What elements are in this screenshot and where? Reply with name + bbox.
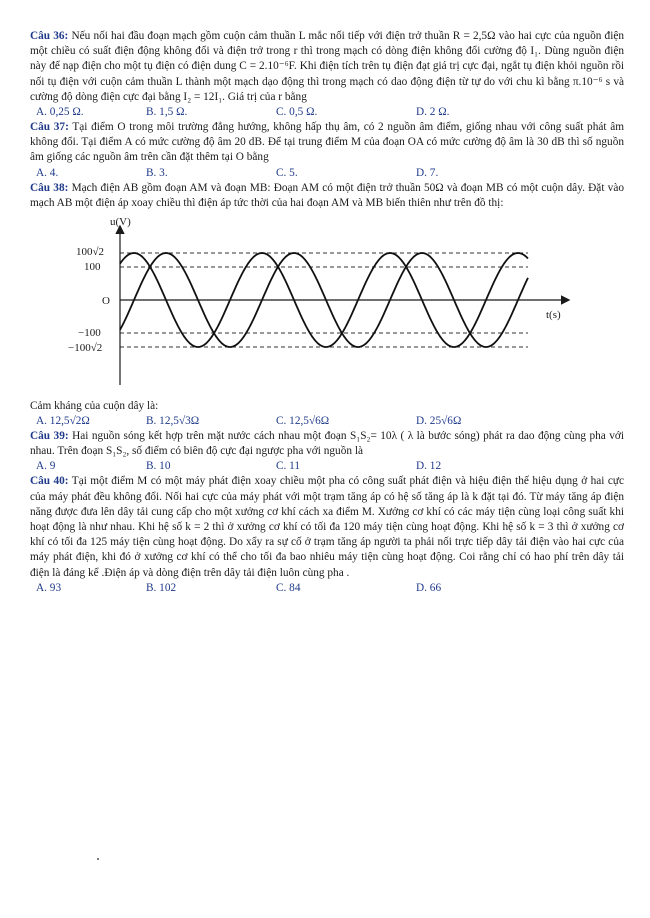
tick-label-100: 100: [84, 261, 101, 274]
tick-label-100sqrt2: 100√2: [76, 246, 105, 259]
option-a: A. 9: [36, 460, 56, 473]
stray-dot: [97, 858, 99, 860]
question-36: [30, 29, 624, 105]
x-axis-label: t(s): [546, 309, 561, 322]
tick-label-minus100: −100: [78, 327, 101, 340]
option-c: C. 5.: [276, 166, 298, 179]
option-a: A. 93: [36, 581, 62, 594]
question-39: [30, 429, 624, 459]
question-number: Câu 39:: [30, 430, 69, 443]
voltage-graph-svg: [58, 215, 578, 395]
option-d: D. 2 Ω.: [416, 106, 450, 119]
question-number: Câu 37:: [30, 121, 69, 134]
question-number: Câu 36:: [30, 30, 69, 42]
question-text: Hai nguồn sóng kết hợp trên mặt nước cách nhau một đoạn S₁S₂= 10λ ( λ là bước sóng) phát ra dao động cùng pha với nhau. Trên đoạn S₁S₂, số điểm có biên độ cực đại ngược pha với nguồn là: [30, 430, 624, 458]
option-d: D. 66: [416, 581, 442, 594]
answer-options: [36, 166, 624, 181]
question-text: Tại điểm O trong môi trường đẳng hướng, không hấp thụ âm, có 2 nguồn âm điểm, giống nhau với công suất phát âm không đổi. Tại điểm A có mức cường độ âm 20 dB. Để tại trung điểm M của đoạn OA có mức cường độ âm là 30 dB thì số nguồn âm giống các nguồn âm trên cần đặt thêm tại O bằng: [30, 121, 624, 164]
option-c: C. 84: [276, 581, 301, 594]
option-b: B. 12,5√3Ω: [146, 415, 200, 428]
option-c: C. 0,5 Ω.: [276, 106, 318, 119]
option-d: D. 7.: [416, 166, 439, 179]
option-a: A. 0,25 Ω.: [36, 106, 84, 119]
question-text: Nếu nối hai đầu đoạn mạch gồm cuộn cảm thuần L mắc nối tiếp với điện trở thuần R = 2,5Ω vào hai cực của nguồn điện một chiều có suất điện động không đổi và điện trở trong r thì trong mạch có dòng điện không đổi cường độ I₁. Dùng nguồn điện này để nạp điện cho một tụ điện có điện dung C = 2.10⁻⁶F. Khi điện tích trên tụ điện đạt giá trị cực đại, ngắt tụ điện khỏi nguồn rồi nối tụ điện với cuộn cảm thuần L thành một mạch dạo động thì trong mạch có dao động điện từ tự do với chu kì bằng π.10⁻⁶ s và cường độ dòng điện cực đại bằng I₂ = 12I₁. Giá trị của r bằng: [30, 30, 624, 103]
question-37: [30, 120, 624, 166]
option-b: B. 3.: [146, 166, 168, 179]
y-axis-label: u(V): [110, 216, 131, 229]
answer-options: [36, 414, 624, 429]
option-c: C. 11: [276, 460, 301, 473]
voltage-graph: [58, 215, 578, 395]
option-b: B. 1,5 Ω.: [146, 106, 188, 119]
question-text: Tại một điểm M có một máy phát điện xoay chiều một pha có công suất phát điện và hiệu điện thế hiệu dụng ở hai cực của máy phát đều không đổi. Nối hai cực của máy phát với một trạm tăng áp có hệ số tăng áp là k đặt tại đó. Từ máy tăng áp điện năng được đưa lên dây tải cung cấp cho một xưởng cơ khí cách xa điểm M. Xưởng cơ khí có các máy tiện cùng loại công suất khi hoạt động là như nhau. Khi hệ số k = 2 thì ở xưởng cơ khí có tối đa 120 máy tiện cùng hoạt động. Khi hệ số k = 3 thì ở xưởng cơ khí có tối đa 125 máy tiện cùng hoạt động. Do xẩy ra sự cố ở trạm tăng áp người ta phải nối trực tiếp dây tải điện vào hai cực của máy phát điện, khi đó ở xưởng cơ khí có thể cho tối đa bao nhiêu máy tiện cùng hoạt động. Coi rằng chỉ có hao phí trên dây tải điện là đáng kể .Điện áp và dòng điện trên dây tải điện luôn cùng pha .: [30, 475, 624, 579]
answer-options: [36, 105, 624, 120]
question-text: Mạch điện AB gồm đoạn AM và đoạn MB: Đoạn AM có một điện trở thuần 50Ω và đoạn MB có một cuộn dây. Đặt vào mạch AB một điện áp xoay chiều thì điện áp tức thời của hai đoạn AM và MB biến thiên như trên đồ thị:: [30, 181, 624, 209]
question-38-prompt: Cảm kháng của cuộn dây là:: [30, 400, 159, 413]
question-number: Câu 40:: [30, 475, 69, 488]
option-c: C. 12,5√6Ω: [276, 415, 330, 428]
origin-label: O: [102, 295, 110, 308]
option-b: B. 102: [146, 581, 177, 594]
exam-page: [30, 29, 624, 596]
tick-label-minus100sqrt2: −100√2: [68, 342, 103, 355]
option-b: B. 10: [146, 460, 171, 473]
question-number: Câu 38:: [30, 181, 69, 194]
option-a: A. 4.: [36, 166, 59, 179]
answer-options: [36, 581, 624, 596]
question-38: [30, 181, 624, 211]
question-40: [30, 474, 624, 580]
option-d: D. 25√6Ω: [416, 415, 462, 428]
answer-options: [36, 459, 624, 474]
option-d: D. 12: [416, 460, 442, 473]
option-a: A. 12,5√2Ω: [36, 415, 90, 428]
